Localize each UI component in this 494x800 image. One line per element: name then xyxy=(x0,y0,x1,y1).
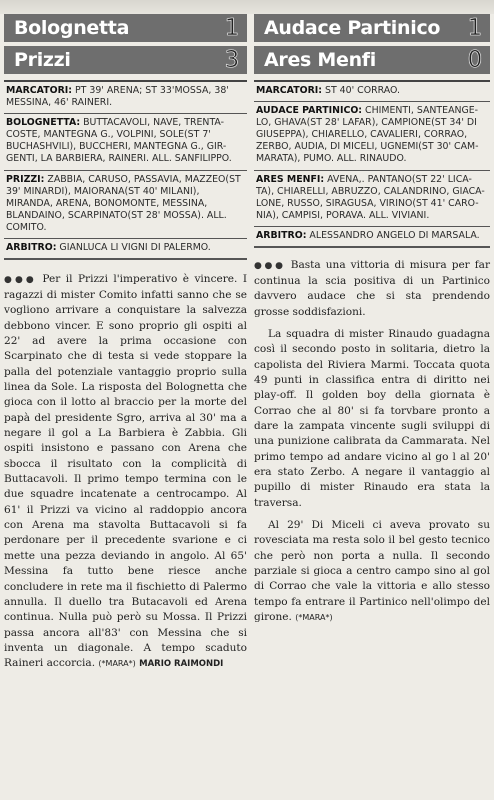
referee-label: ARBITRO: xyxy=(6,242,57,254)
home-team-score: 1 xyxy=(467,15,482,41)
home-team-name: Bolognetta xyxy=(14,17,130,39)
referee-label: ARBITRO: xyxy=(256,229,307,241)
home-lineup-text: CHIMENTI, SANTEANGE-LO, GHAVA(ST 28' LAFAR), CAMPIONE(ST 34' DI GIUSEPPA), CHIARELLO, CAVALIERI, CORRAO, ZERBO, AUDIA, DI MICELI, UGNEMI(ST 30' CAM-MARATA), PUMO. ALL. RINAUDO. xyxy=(256,105,479,165)
article-right-p1: Basta una vittoria di misura per far continua la scia positiva di un Partinico davvero audace che si sta prendendo grosse soddisfazioni. xyxy=(254,258,491,318)
home-lineup xyxy=(4,113,247,169)
home-team-bar xyxy=(4,14,247,42)
away-lineup-label: ARES MENFI: xyxy=(256,173,325,185)
away-lineup-text: ZABBIA, CARUSO, PASSAVIA, MAZZEO(ST 39' MINARDI), MAIORANA(ST 40' MILANI), MIRANDA, ARENA, BONOMONTE, MESSINA, BLANDAINO, SCARPINATO(ST 28' MOSSA). ALL. COMITO. xyxy=(6,173,241,233)
article-right-p3: Al 29' Di Miceli ci aveva provato su rovesciata ma resta solo il bel gesto tecnico che però non porta a nulla. Il secondo parziale si gioca a centro campo sino al gol di Corrao che vale la vittoria e allo stesso tempo fa entrare il Partinico nell'olimpo del girone. xyxy=(254,519,490,624)
left-column xyxy=(4,14,247,672)
article-left-paragraph xyxy=(4,272,247,672)
referee-text: ALESSANDRO ANGELO DI MARSALA. xyxy=(306,229,480,241)
scorers-text: ST 40' CORRAO. xyxy=(322,85,400,96)
top-strip xyxy=(0,0,494,14)
article-bullet: ●●● xyxy=(254,260,286,271)
away-team-name: Prizzi xyxy=(14,49,71,71)
away-team-score: 3 xyxy=(224,47,239,73)
scorers-label: MARCATORI: xyxy=(6,85,73,96)
article-right-paragraph-1 xyxy=(254,258,490,320)
away-team-bar xyxy=(254,46,490,74)
away-lineup xyxy=(254,170,490,226)
scorers xyxy=(254,80,490,101)
away-lineup-label: PRIZZI: xyxy=(6,173,45,185)
home-team-score: 1 xyxy=(224,15,239,41)
article-left xyxy=(4,272,247,672)
article-right xyxy=(254,258,490,626)
article-tag: (*MARA*) xyxy=(295,613,333,623)
section-divider xyxy=(254,246,490,248)
away-lineup-text: AVENA,. PANTANO(ST 22' LICA-TA), CHIARELLI, ABRUZZO, CALANDRINO, GIACA-LONE, RUSSO, SIRAGUSA, VIRINO(ST 41' CARO-NIA), CAMPISI, PORAVA. ALL. VIVIANI. xyxy=(256,173,485,221)
away-team-bar xyxy=(4,46,247,74)
article-right-paragraph-3 xyxy=(254,518,490,625)
right-column xyxy=(254,14,490,625)
scorers xyxy=(4,80,247,113)
scorers-text: PT 39' ARENA; ST 33'MOSSA, 38' MESSINA, 46' RAINERI. xyxy=(6,85,229,109)
away-team-score: 0 xyxy=(467,47,482,73)
away-team-name: Ares Menfi xyxy=(264,49,376,71)
home-team-name: Audace Partinico xyxy=(264,17,441,39)
home-team-bar xyxy=(254,14,490,42)
home-lineup-label: AUDACE PARTINICO: xyxy=(256,105,363,117)
article-right-paragraph-2: La squadra di mister Rinaudo guadagna così il secondo posto in solitaria, dietro la capolista del Riviera Marmi. Toccata quota 49 punti in classifica entra di diritto nei play-off. Il golden boy della giornata è Corrao che al 80' si fa torvbare pronto a dare la zampata vincente sugli sviluppi di una punizione calibrata da Cammarata. Nel primo tempo ad andare vicino al go l al 20' era stato Zerbo. A negare il vantaggio al pupillo di mister Rinaudo era stata la traversa. xyxy=(254,327,490,509)
home-lineup xyxy=(254,101,490,169)
referee xyxy=(4,238,247,258)
author-signature: MARIO RAIMONDI xyxy=(139,659,224,670)
article-bullet: ●●● xyxy=(4,274,37,285)
away-lineup xyxy=(4,170,247,238)
article-left-body: Per il Prizzi l'imperativo è vincere. I ragazzi di mister Comito infatti sanno che se vogliono arrivare a conquistare la salvezza debbono vincer. E sono proprio gli ospiti al 22' ad avere la prima occasione con Scarpinato che di testa si vede stoppare la palla del potenziale vantaggio proprio sulla linea da Sole. La risposta del Bolognetta che gioca con il lotto al braccio per la morte del papà del presidente Sgro, arriva al 30' ma a negare il gol a La Barbiera è Zabbia. Gli ospiti insistono e passano con Arena che sbocca il risultato con la complicità di Buttacavoli. Il primo tempo termina con le due squadre incatenate a centrocampo. Al 61' il Prizzi va vicino al raddoppio ancora con Arena ma stavolta Buttacavoli si fa perdonare per il precedente svarione e ci mette una pezza deviando in angolo. Al 65' Messina fa tutto bene riesce anche concludere in rete ma il fischietto di Palermo annulla. Il duello tra Butacavoli ed Arena continua. Nulla può però su Mossa. Il Prizzi passa ancora all'83' con Messina che si inventa un diagonale. A tempo scaduto Raineri accorcia. xyxy=(4,272,248,670)
referee-text: GIANLUCA LI VIGNI DI PALERMO. xyxy=(56,242,211,254)
section-divider xyxy=(4,258,247,260)
home-lineup-label: BOLOGNETTA: xyxy=(6,117,81,129)
home-lineup-text: BUTTACAVOLI, NAVE, TRENTA-COSTE, MANTEGNA G., VOLPINI, SOLE(ST 7' BUCHASHVILI), BUCCHERI, MANTEGNA G., GIR-GENTI, LA BARBIERA, RAINERI. ALL. SANFILIPPO. xyxy=(6,117,232,165)
referee xyxy=(254,226,490,246)
scorers-label: MARCATORI: xyxy=(256,85,323,96)
article-tag: (*MARA*) xyxy=(98,659,136,669)
